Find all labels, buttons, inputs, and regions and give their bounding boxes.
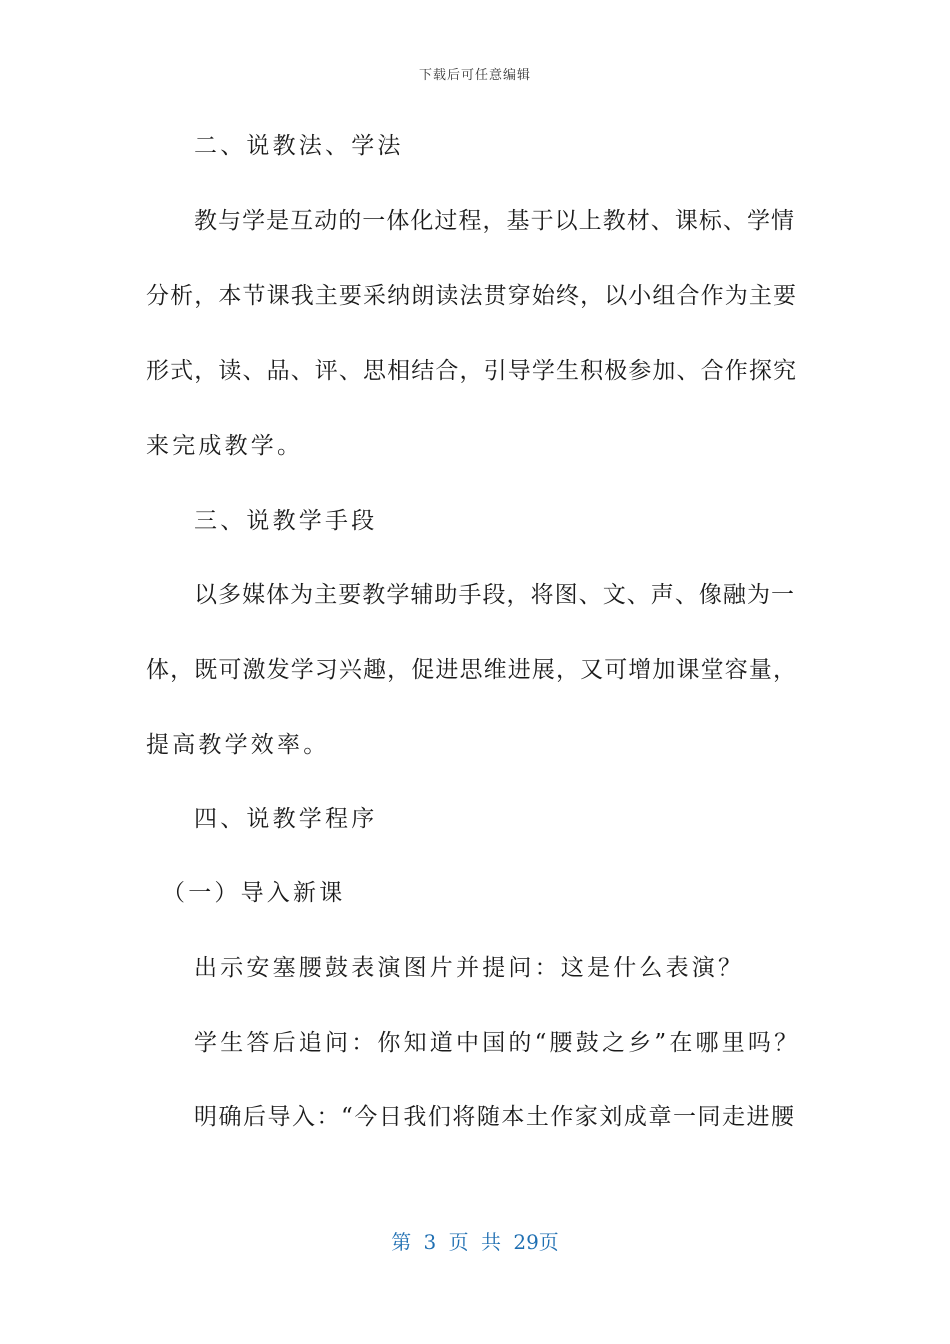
paragraph-line: 体，既可激发学习兴趣，促进思维进展，又可增加课堂容量， xyxy=(146,657,796,683)
paragraph-line: 明确后导入：“今日我们将随本土作家刘成章一同走进腰 xyxy=(194,1104,794,1130)
page-number-footer: 第 3 页 共 29页 xyxy=(391,1230,559,1254)
heading-teaching-means: 三、说教学手段 xyxy=(194,508,378,534)
paragraph-line: 形式，读、品、评、思相结合，引导学生积极参加、合作探究 xyxy=(146,358,796,384)
paragraph-line: 学生答后追问：你知道中国的“腰鼓之乡”在哪里吗？ xyxy=(194,1030,801,1056)
paragraph-line: 来完成教学。 xyxy=(146,433,304,459)
heading-teaching-procedure: 四、说教学程序 xyxy=(194,806,378,832)
paragraph-line: 以多媒体为主要教学辅助手段，将图、文、声、像融为一 xyxy=(194,582,794,608)
heading-teaching-methods: 二、说教法、学法 xyxy=(194,133,404,159)
paragraph-line: 教与学是互动的一体化过程，基于以上教材、课标、学情 xyxy=(194,208,794,234)
subheading-introduction: （一）导入新课 xyxy=(162,880,346,906)
page-header: 下载后可任意编辑 xyxy=(418,68,531,83)
paragraph-line: 出示安塞腰鼓表演图片并提问：这是什么表演？ xyxy=(194,955,745,981)
paragraph-line: 提高教学效率。 xyxy=(146,732,330,758)
paragraph-line: 分析，本节课我主要采纳朗读法贯穿始终，以小组合作为主要 xyxy=(146,283,796,309)
